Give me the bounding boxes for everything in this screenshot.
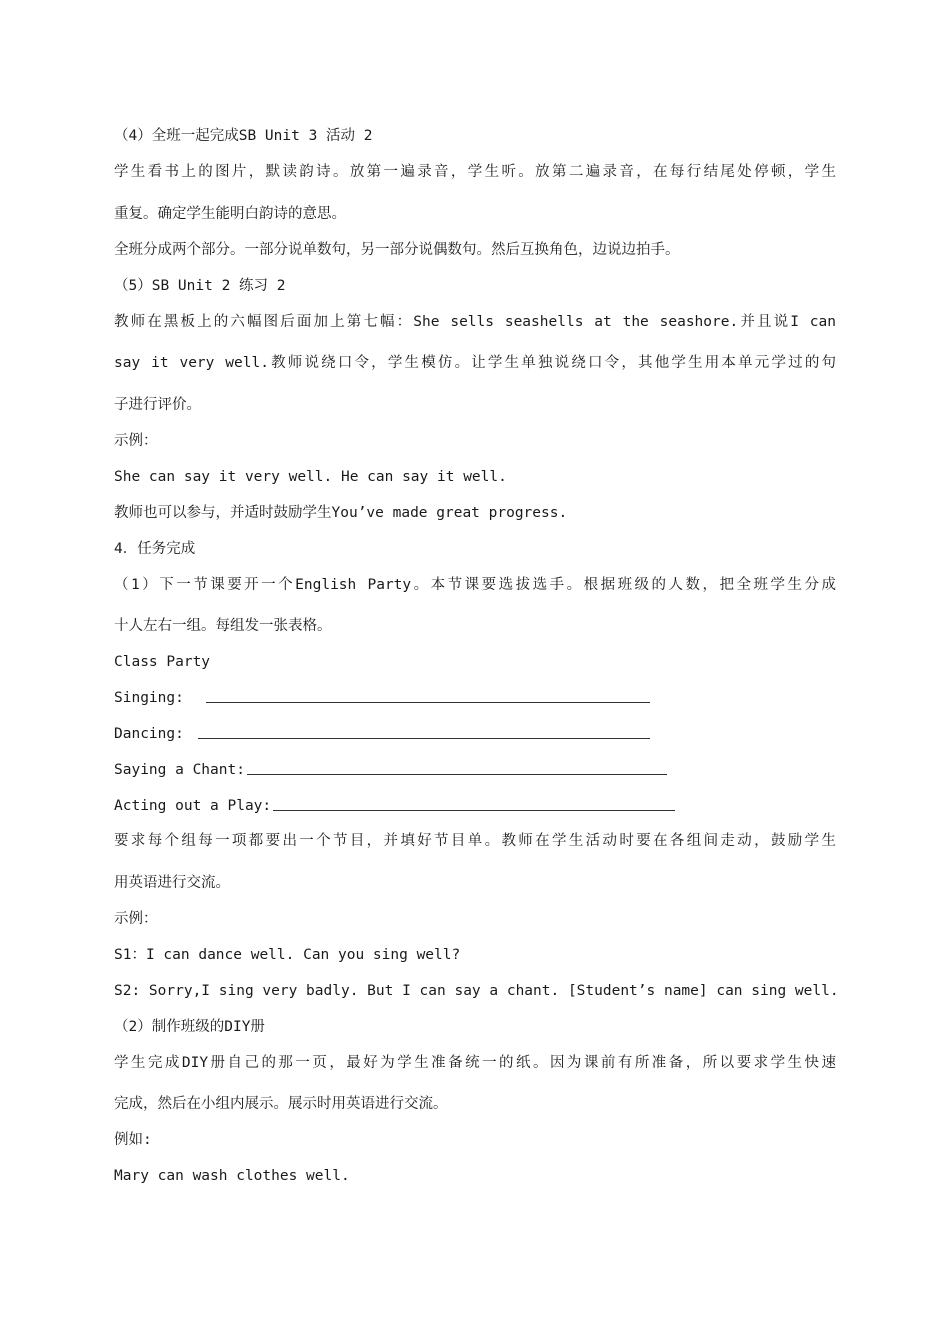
paragraph-line: 用英语进行交流。 [114, 875, 230, 891]
section-heading-task: 4．任务完成 [114, 541, 196, 557]
heading-activity-4: （4）全班一起完成SB Unit 3 活动 2 [114, 128, 373, 144]
form-label-play: Acting out a Play: [114, 798, 272, 814]
paragraph-line: 全班分成两个部分。一部分说单数句，另一部分说偶数句。然后互换角色，边说边拍手。 [114, 242, 680, 258]
dialogue-line-s1: S1：I can dance well. Can you sing well? [114, 947, 461, 963]
example-label: 示例： [114, 911, 158, 927]
paragraph-line: 学生看书上的图片，默读韵诗。放第一遍录音，学生听。放第二遍录音，在每行结尾处停顿，学生 [114, 164, 836, 180]
blank-line-singing [206, 688, 650, 703]
form-row-chant [114, 760, 245, 780]
form-label-singing: Singing: [114, 690, 184, 706]
form-label-dancing: Dancing: [114, 726, 184, 742]
paragraph-line: 子进行评价。 [114, 397, 201, 413]
heading-exercise-5: （5）SB Unit 2 练习 2 [114, 278, 286, 294]
paragraph-line: 教师在黑板上的六幅图后面加上第七幅：She sells seashells at the seashore.并且说I can [114, 314, 836, 330]
paragraph-line: 教师也可以参与，并适时鼓励学生You’ve made great progress. [114, 505, 568, 521]
dialogue-line-s2: S2: Sorry,I sing very badly. But I can say a chant. [Student’s name] can sing well. [114, 983, 839, 999]
paragraph-line: （1）下一节课要开一个English Party。本节课要选拔选手。根据班级的人数，把全班学生分成 [114, 577, 836, 593]
example-sentence: She can say it very well. He can say it well. [114, 469, 507, 485]
paragraph-line: 重复。确定学生能明白韵诗的意思。 [114, 206, 346, 222]
example-sentence: Mary can wash clothes well. [114, 1168, 350, 1184]
paragraph-line: 十人左右一组。每组发一张表格。 [114, 618, 332, 634]
blank-line-chant [247, 760, 667, 775]
form-row-dancing [114, 724, 184, 744]
blank-line-play [273, 796, 675, 811]
paragraph-line: 要求每个组每一项都要出一个节目，并填好节目单。教师在学生活动时要在各组间走动，鼓励学生 [114, 833, 836, 849]
form-row-play [114, 796, 271, 816]
heading-diy-book: （2）制作班级的DIY册 [114, 1019, 265, 1035]
example-label: 例如: [114, 1132, 152, 1148]
blank-line-dancing [198, 724, 650, 739]
paragraph-line: say it very well.教师说绕口令，学生模仿。让学生单独说绕口令，其他学生用本单元学过的句 [114, 355, 836, 371]
form-row-singing [114, 688, 184, 708]
paragraph-line: 完成，然后在小组内展示。展示时用英语进行交流。 [114, 1096, 448, 1112]
paragraph-line: 学生完成DIY册自己的那一页，最好为学生准备统一的纸。因为课前有所准备，所以要求学生快速 [114, 1055, 836, 1071]
form-label-chant: Saying a Chant: [114, 762, 245, 778]
example-label: 示例： [114, 433, 158, 449]
form-title: Class Party [114, 654, 211, 670]
